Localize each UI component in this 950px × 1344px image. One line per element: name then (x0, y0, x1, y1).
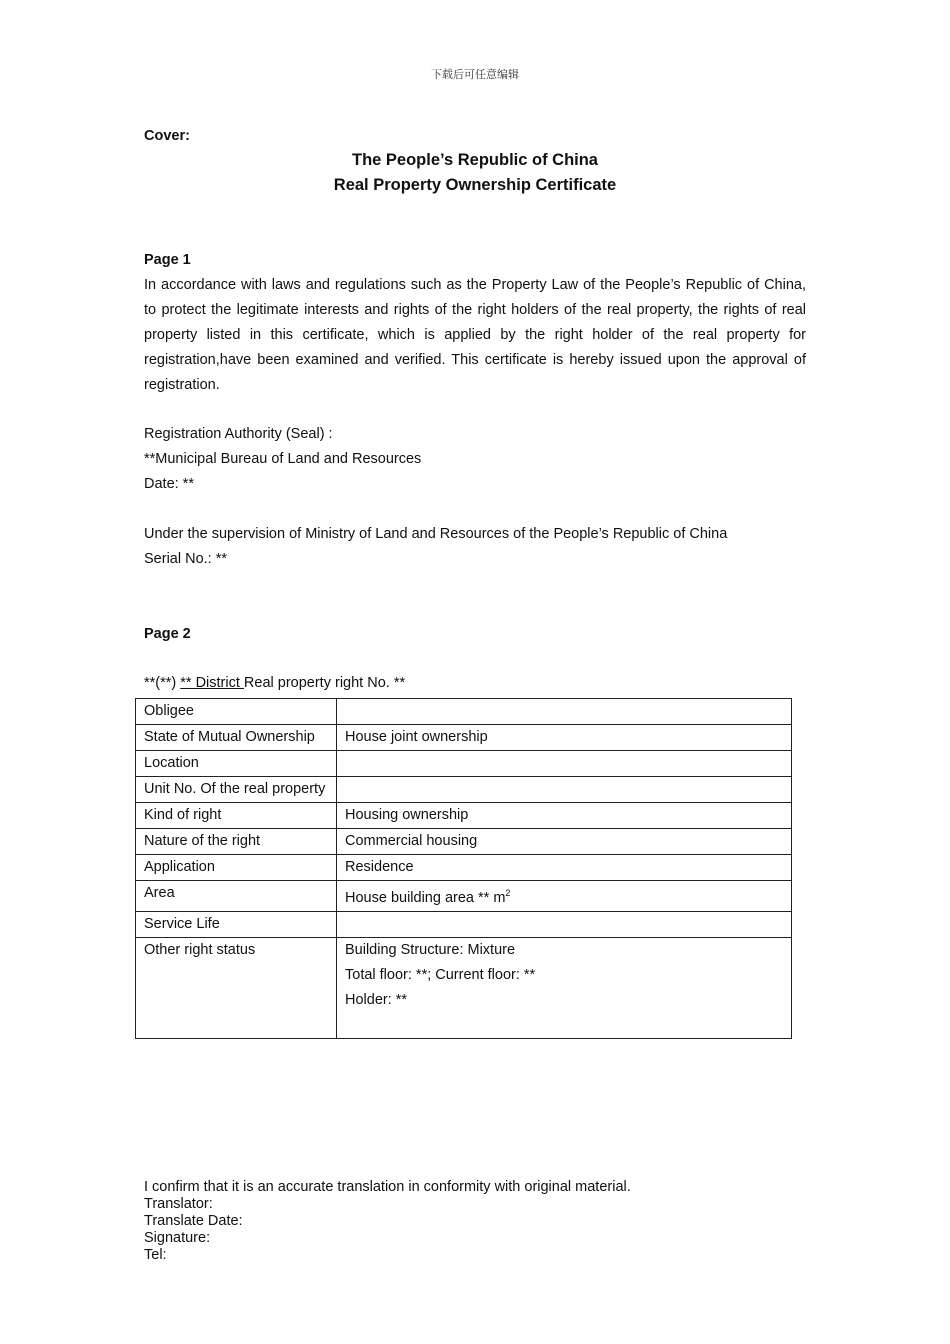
tel-field: Tel: (144, 1247, 167, 1263)
row-key: State of Mutual Ownership (136, 725, 337, 751)
area-text: House building area ** m (345, 889, 506, 906)
page-header-note: 下载后可任意编辑 (431, 68, 519, 81)
row-value (337, 881, 792, 912)
cover-title-line1: The People’s Republic of China (351, 151, 598, 169)
row-key: Application (136, 855, 337, 881)
table-row (136, 937, 792, 1038)
row-value: Commercial housing (337, 829, 792, 855)
translator-field: Translator: (144, 1196, 213, 1212)
row-key: Service Life (136, 911, 337, 937)
issue-date: Date: ** (144, 476, 194, 492)
row-value (337, 751, 792, 777)
row-value (337, 937, 792, 1038)
table-row (136, 881, 792, 912)
table-row (136, 803, 792, 829)
table-row (136, 855, 792, 881)
property-right-number-line (144, 671, 806, 696)
table-row (136, 751, 792, 777)
holder-info: Holder: ** (345, 991, 408, 1008)
district-field: ** District (180, 675, 244, 691)
registration-authority-name: **Municipal Bureau of Land and Resources (144, 451, 422, 467)
building-structure: Building Structure: Mixture (345, 941, 516, 958)
cover-title-line2: Real Property Ownership Certificate (333, 176, 617, 194)
row-value (337, 699, 792, 725)
floor-info: Total floor: **; Current floor: ** (345, 966, 536, 983)
registration-authority-label: Registration Authority (Seal) : (144, 426, 333, 442)
row-key: Unit No. Of the real property (136, 777, 337, 803)
supervision-line: Under the supervision of Ministry of Land and Resources of the People’s Republic of China (144, 526, 728, 542)
row-key: Other right status (136, 937, 337, 1038)
row-value: House joint ownership (337, 725, 792, 751)
row-key: Nature of the right (136, 829, 337, 855)
row-value: Residence (337, 855, 792, 881)
page1-paragraph: In accordance with laws and regulations such as the Property Law of the People’s Republic of China, to protect the legitimate interests and rights of the right holders of the real property, the rights of real property listed in this certificate, which is applied by the right holder of the real property for registration,have been examined and verified. This certificate is hereby issued upon the approval of registration. (144, 277, 806, 393)
area-unit-superscript: 2 (505, 888, 511, 898)
cover-label: Cover: (144, 128, 190, 144)
page1-label: Page 1 (144, 252, 191, 268)
signature-field: Signature: (144, 1230, 211, 1246)
confirmation-statement: I confirm that it is an accurate translation in conformity with original material. (144, 1179, 631, 1195)
row-key: Obligee (136, 699, 337, 725)
row-key: Area (136, 881, 337, 912)
table-row (136, 777, 792, 803)
translate-date-field: Translate Date: (144, 1213, 243, 1229)
table-row (136, 699, 792, 725)
table-row (136, 725, 792, 751)
serial-number: Serial No.: ** (144, 551, 228, 567)
translation-footer (144, 1179, 631, 1264)
right-number-suffix: Real property right No. ** (243, 675, 406, 691)
row-key: Kind of right (136, 803, 337, 829)
certificate-table (135, 698, 792, 1039)
row-value: Housing ownership (337, 803, 792, 829)
table-row (136, 911, 792, 937)
page2-label: Page 2 (144, 626, 191, 642)
row-value (337, 911, 792, 937)
row-value (337, 777, 792, 803)
table-row (136, 829, 792, 855)
right-number-prefix: **(**) (144, 675, 177, 691)
row-key: Location (136, 751, 337, 777)
